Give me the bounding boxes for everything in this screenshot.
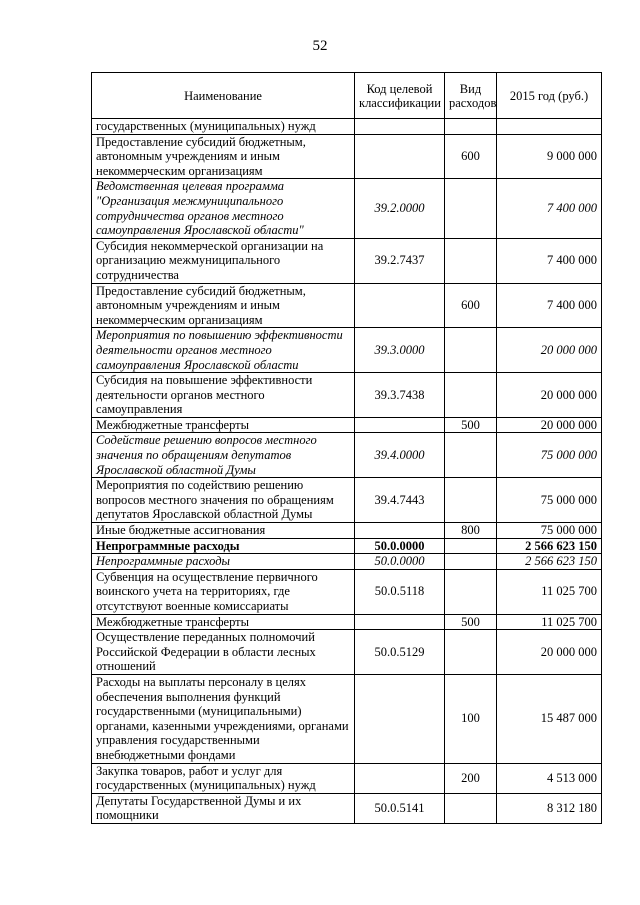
table-row	[92, 478, 602, 523]
row-name-cell: Субвенция на осуществление первичного воинского учета на территориях, где отсутствуют военные комиссариаты	[92, 569, 355, 614]
row-amount-cell: 8 312 180	[497, 793, 602, 823]
row-type-cell	[445, 119, 497, 135]
row-name-cell: Непрограммные расходы	[92, 538, 355, 554]
row-amount-cell: 75 000 000	[497, 433, 602, 478]
row-code-cell	[355, 763, 445, 793]
table-row	[92, 238, 602, 283]
row-amount-cell: 15 487 000	[497, 674, 602, 763]
table-header-row	[92, 73, 602, 119]
table-row	[92, 328, 602, 373]
header-type: Вид расходов	[445, 73, 497, 119]
row-amount-cell: 20 000 000	[497, 630, 602, 675]
row-code-cell: 50.0.5118	[355, 569, 445, 614]
row-type-cell	[445, 630, 497, 675]
row-code-cell	[355, 119, 445, 135]
row-code-cell: 50.0.0000	[355, 538, 445, 554]
header-amount: 2015 год (руб.)	[497, 73, 602, 119]
table-row	[92, 569, 602, 614]
row-name-cell: Субсидия некоммерческой организации на организацию межмуниципального сотрудничества	[92, 238, 355, 283]
table-row	[92, 630, 602, 675]
row-name-cell: Субсидия на повышение эффективности деятельности органов местного самоуправления	[92, 373, 355, 418]
row-name-cell: Депутаты Государственной Думы и их помощники	[92, 793, 355, 823]
row-amount-cell: 20 000 000	[497, 373, 602, 418]
row-amount-cell: 4 513 000	[497, 763, 602, 793]
row-name-cell: Мероприятия по содействию решению вопросов местного значения по обращениям депутатов Ярославской областной Думы	[92, 478, 355, 523]
row-amount-cell: 75 000 000	[497, 523, 602, 539]
row-amount-cell: 75 000 000	[497, 478, 602, 523]
row-name-cell: Межбюджетные трансферты	[92, 417, 355, 433]
table-row	[92, 538, 602, 554]
header-code: Код целевой классификации	[355, 73, 445, 119]
table-row	[92, 119, 602, 135]
row-name-cell: государственных (муниципальных) нужд	[92, 119, 355, 135]
row-type-cell: 500	[445, 614, 497, 630]
row-code-cell	[355, 134, 445, 179]
row-amount-cell: 11 025 700	[497, 569, 602, 614]
row-code-cell	[355, 614, 445, 630]
row-code-cell: 50.0.5141	[355, 793, 445, 823]
row-code-cell	[355, 283, 445, 328]
row-amount-cell: 7 400 000	[497, 238, 602, 283]
table-row	[92, 523, 602, 539]
row-code-cell: 39.3.7438	[355, 373, 445, 418]
row-name-cell: Непрограммные расходы	[92, 554, 355, 570]
row-code-cell: 39.4.7443	[355, 478, 445, 523]
row-type-cell: 500	[445, 417, 497, 433]
table-row	[92, 433, 602, 478]
table-row	[92, 763, 602, 793]
row-type-cell: 600	[445, 134, 497, 179]
row-type-cell	[445, 433, 497, 478]
table-row	[92, 554, 602, 570]
row-amount-cell: 2 566 623 150	[497, 538, 602, 554]
row-type-cell	[445, 569, 497, 614]
table-body	[92, 119, 602, 824]
row-code-cell: 39.4.0000	[355, 433, 445, 478]
row-name-cell: Иные бюджетные ассигнования	[92, 523, 355, 539]
row-type-cell	[445, 179, 497, 238]
row-name-cell: Межбюджетные трансферты	[92, 614, 355, 630]
table-row	[92, 674, 602, 763]
row-name-cell: Ведомственная целевая программа "Организация межмуниципального сотрудничества органов местного самоуправления Ярославской области"	[92, 179, 355, 238]
row-name-cell: Расходы на выплаты персоналу в целях обеспечения выполнения функций государственными (муниципальными) органами, казенными учреждениями, органами управления государственными внебюджетными фондами	[92, 674, 355, 763]
row-amount-cell: 11 025 700	[497, 614, 602, 630]
row-amount-cell	[497, 119, 602, 135]
row-type-cell: 800	[445, 523, 497, 539]
table-row	[92, 793, 602, 823]
row-name-cell: Закупка товаров, работ и услуг для государственных (муниципальных) нужд	[92, 763, 355, 793]
row-amount-cell: 2 566 623 150	[497, 554, 602, 570]
row-code-cell: 39.3.0000	[355, 328, 445, 373]
row-code-cell: 50.0.5129	[355, 630, 445, 675]
row-name-cell: Осуществление переданных полномочий Российской Федерации в области лесных отношений	[92, 630, 355, 675]
table-row	[92, 373, 602, 418]
table-row	[92, 179, 602, 238]
row-type-cell	[445, 478, 497, 523]
row-name-cell: Предоставление субсидий бюджетным, автономным учреждениям и иным некоммерческим организациям	[92, 283, 355, 328]
table-row	[92, 134, 602, 179]
table-row	[92, 283, 602, 328]
table-row	[92, 614, 602, 630]
table-row	[92, 417, 602, 433]
row-name-cell: Мероприятия по повышению эффективности деятельности органов местного самоуправления Ярославской области	[92, 328, 355, 373]
row-amount-cell: 20 000 000	[497, 328, 602, 373]
row-type-cell	[445, 373, 497, 418]
row-code-cell: 39.2.7437	[355, 238, 445, 283]
row-name-cell: Содействие решению вопросов местного значения по обращениям депутатов Ярославской областной Думы	[92, 433, 355, 478]
row-amount-cell: 7 400 000	[497, 179, 602, 238]
row-code-cell: 50.0.0000	[355, 554, 445, 570]
row-type-cell: 100	[445, 674, 497, 763]
row-code-cell	[355, 417, 445, 433]
row-code-cell	[355, 523, 445, 539]
row-type-cell	[445, 554, 497, 570]
row-amount-cell: 7 400 000	[497, 283, 602, 328]
row-amount-cell: 9 000 000	[497, 134, 602, 179]
header-name: Наименование	[92, 73, 355, 119]
budget-table	[91, 72, 602, 824]
row-type-cell: 600	[445, 283, 497, 328]
row-type-cell	[445, 538, 497, 554]
row-code-cell	[355, 674, 445, 763]
row-type-cell	[445, 328, 497, 373]
row-name-cell: Предоставление субсидий бюджетным, автономным учреждениям и иным некоммерческим организациям	[92, 134, 355, 179]
row-type-cell	[445, 793, 497, 823]
page-number: 52	[312, 38, 328, 54]
row-type-cell: 200	[445, 763, 497, 793]
row-type-cell	[445, 238, 497, 283]
row-code-cell: 39.2.0000	[355, 179, 445, 238]
row-amount-cell: 20 000 000	[497, 417, 602, 433]
